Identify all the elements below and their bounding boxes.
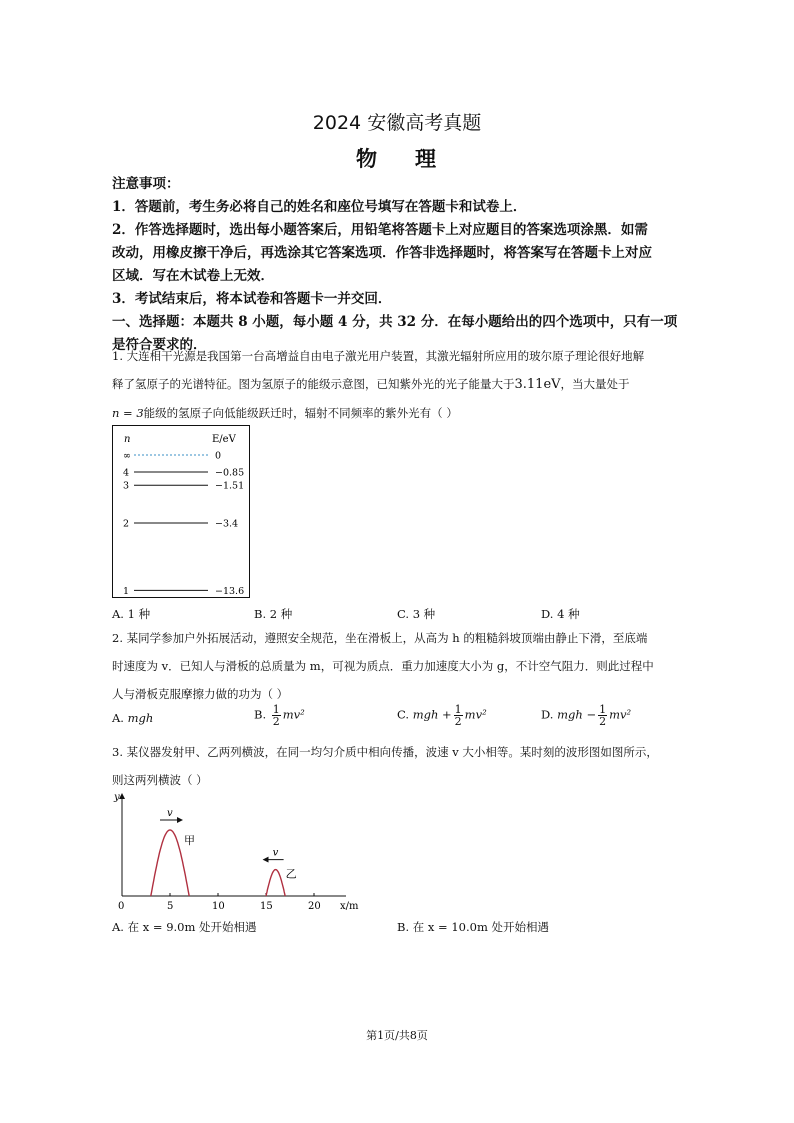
exam-title: 2024 安徽高考真题 [312,112,482,134]
notes-heading: 注意事项： [112,176,180,192]
wave-graph [108,790,368,914]
question-1 [112,342,692,427]
q3-option-b[interactable]: B. 在 x = 10.0m 处开始相遇 [397,920,550,934]
x-tick-label: 15 [260,901,273,912]
x-tick-label: 10 [212,901,225,912]
y-axis-label: y [114,792,120,803]
q1-option-a[interactable]: A. 1 种 [112,607,151,621]
q2-option-c[interactable]: C. mgh + $\frac{1}{2}$ mv² [397,703,487,728]
q3-option-a[interactable]: A. 在 x = 9.0m 处开始相遇 [112,920,257,934]
note-line: 3．考试结束后，将本试卷和答题卡一并交回． [112,291,392,307]
q2-option-a[interactable]: A. mgh [112,711,154,725]
x-axis-label: x/m [340,901,359,912]
note-line: 2．作答选择题时，选出每小题答案后，用铅笔将答题卡上对应题目的答案选项涂黑．如需 [112,222,648,238]
q3-line2: 则这两列横波（ ） [112,773,208,787]
q1-line1: 1. 大连相干光源是我国第一台高增益自由电子激光用户装置，其激光辐射所应用的玻尔原子理论很好地解 [112,349,645,363]
q2-line3: 人与滑板克服摩擦力做的功为（ ） [112,687,289,701]
q2-option-b[interactable]: B. $\frac{1}{2}$ mv² [254,703,305,728]
energy-level-n: 2 [123,518,130,530]
q1-n-equation: n = 3 [112,406,144,420]
energy-level-n: 1 [123,585,130,597]
q3-line1: 3. 某仪器发射甲、乙两列横波，在同一均匀介质中相向传播，波速 v 大小相等。某时刻的波形图如图所示， [112,745,658,759]
wave-yi [266,870,285,896]
q1-option-c[interactable]: C. 3 种 [397,607,436,621]
q1-option-b[interactable]: B. 2 种 [254,607,293,621]
energy-level-n: 4 [123,467,130,479]
subject-char-1: 物 [356,147,379,171]
energy-level-n: ∞ [123,450,131,462]
diagram-frame [113,426,250,598]
energy-level-value: 0 [215,450,222,462]
q1-line3: n = 3能级的氢原子向低能级跃迁时，辐射不同频率的紫外光有（ ） [112,406,458,420]
subject-char-2: 理 [415,147,438,171]
n-axis-label: n [124,434,131,445]
note-line: 区域．写在木试卷上无效． [112,268,274,284]
note-line: 1．答题前，考生务必将自己的姓名和座位号填写在答题卡和试卷上． [112,199,527,215]
energy-level-value: −0.85 [215,467,245,479]
question-2 [112,624,692,708]
q1-energy: 3.11eV [514,377,561,392]
q2-option-d[interactable]: D. mgh − $\frac{1}{2}$ mv² [541,703,632,728]
subject-title [0,143,794,173]
origin-label: 0 [118,901,125,912]
page-footer: 第1页/共8页 [366,1029,428,1042]
x-tick-label: 20 [308,901,321,912]
q1-option-d[interactable]: D. 4 种 [541,607,580,621]
wave-jia-label: 甲 [184,834,195,847]
notes [112,173,692,357]
q1-line2: 释了氢原子的光谱特征。图为氢原子的能级示意图，已知紫外光的光子能量大于3.11eV，当大量处于 [112,377,630,392]
energy-level-n: 3 [123,480,130,492]
q2-line1: 2. 某同学参加户外拓展活动，遵照安全规范，坐在滑板上，从高为 h 的粗糙斜坡顶端由静止下滑，至底端 [112,631,648,645]
energy-level-diagram [112,425,250,598]
wave-yi-label: 乙 [285,867,297,881]
energy-level-value: −1.51 [215,480,245,492]
wave-jia-velocity-label: v [167,808,173,819]
section-heading-line2: 是符合要求的． [112,337,207,353]
energy-level-value: −13.6 [215,585,245,597]
note-line: 改动，用橡皮擦干净后，再选涂其它答案选项．作答非选择题时，将答案写在答题卡上对应 [112,245,652,261]
energy-axis-label: E/eV [212,434,236,445]
wave-yi-velocity-label: v [272,847,279,859]
section-heading-line1: 一、选择题：本题共 8 小题，每小题 4 分，共 32 分．在每小题给出的四个选项中，只有一项 [112,314,678,330]
x-tick-label: 5 [167,901,174,912]
question-3 [112,738,692,794]
q2-line2: 时速度为 v．已知人与滑板的总质量为 m，可视为质点．重力加速度大小为 g，不计空气阻力．则此过程中 [112,659,654,673]
energy-level-value: −3.4 [215,518,239,530]
